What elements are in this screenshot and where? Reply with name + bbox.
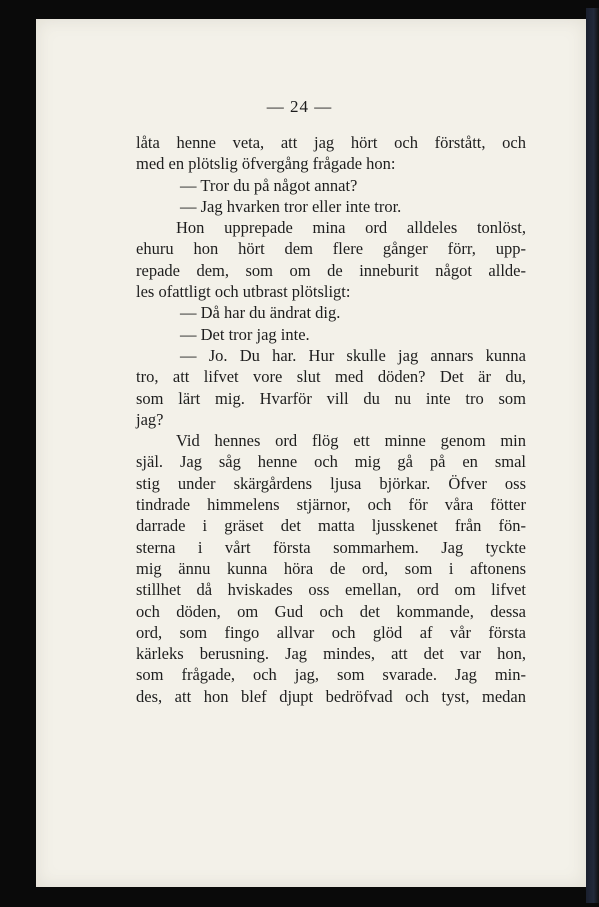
- text-line: som lärt mig. Hvarför vill du nu inte tro som: [136, 388, 526, 408]
- text-line: Vid hennes ord flög ett minne genom min: [176, 431, 526, 451]
- text-line: repade dem, som om de inneburit något allde-: [136, 260, 526, 280]
- text-line: tindrade himmelens stjärnor, och för våra fötter: [136, 495, 526, 515]
- page-number: — 24 —: [266, 97, 333, 116]
- text-line: ehuru hon hört dem flere gånger förr, upp-: [136, 239, 526, 259]
- text-line: les ofattligt och utbrast plötsligt:: [136, 282, 351, 302]
- text-line: des, att hon blef djupt bedröfvad och tyst, medan: [136, 686, 526, 706]
- dialogue-line: — Jag hvarken tror eller inte tror.: [180, 196, 402, 216]
- text-line: med en plötslig öfvergång frågade hon:: [136, 154, 396, 174]
- text-line: som frågade, och jag, som svarade. Jag min-: [136, 665, 526, 685]
- text-line: låta henne veta, att jag hört och förstått, och: [136, 133, 526, 152]
- text-line: tro, att lifvet vore slut med döden? Det är du,: [136, 367, 526, 387]
- text-line: och döden, om Gud och det kommande, dessa: [136, 601, 526, 621]
- body-text: [136, 132, 526, 707]
- dialogue-line: — Det tror jag inte.: [180, 324, 310, 344]
- text-line: darrade i gräset det matta ljusskenet från fön-: [136, 516, 526, 536]
- text-line: Hon upprepade mina ord alldeles tonlöst,: [176, 218, 526, 238]
- text-line: stig under skärgårdens ljusa björkar. Öfver oss: [136, 473, 526, 493]
- book-edge: [586, 8, 599, 903]
- text-line: sterna i vårt första sommarhem. Jag tyckte: [136, 537, 526, 557]
- dialogue-line: — Jo. Du har. Hur skulle jag annars kunna: [180, 345, 526, 365]
- text-line: mig ännu kunna höra de ord, som i aftonens: [136, 558, 526, 578]
- text-line: ord, som fingo allvar och glöd af vår första: [136, 622, 526, 642]
- text-line: jag?: [136, 409, 164, 429]
- dialogue-line: — Då har du ändrat dig.: [180, 303, 341, 323]
- text-line: stillhet då hviskades oss emellan, ord om lifvet: [136, 580, 526, 600]
- text-line: kärleks berusning. Jag mindes, att det var hon,: [136, 644, 526, 664]
- text-line: själ. Jag såg henne och mig gå på en smal: [136, 452, 526, 472]
- dialogue-line: — Tror du på något annat?: [180, 175, 358, 195]
